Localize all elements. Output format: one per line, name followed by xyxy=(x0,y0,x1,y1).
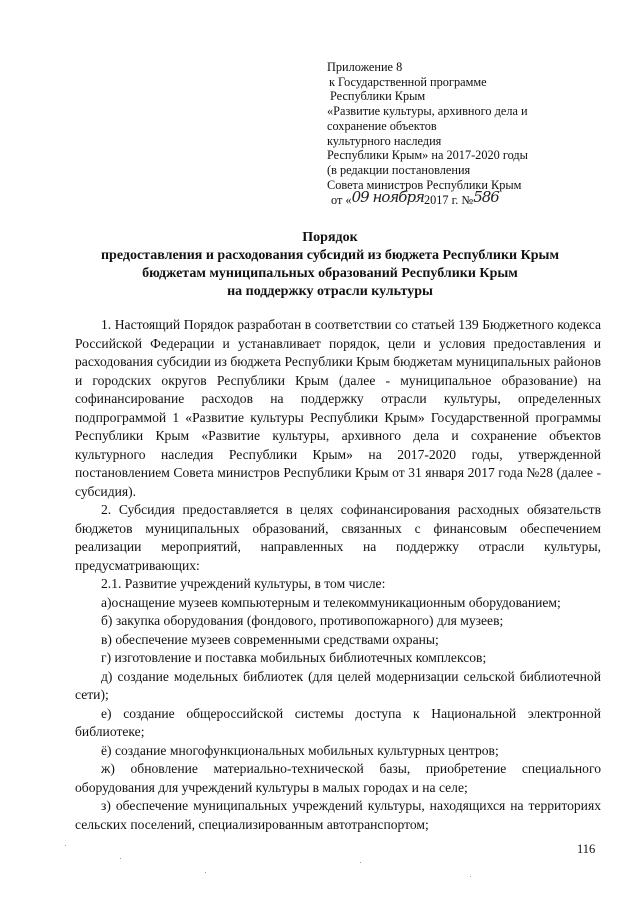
signature-line xyxy=(327,188,617,208)
list-item: б) закупка оборудования (фондового, противопожарного) для музеев; xyxy=(101,613,504,628)
appendix-line: Приложение 8 xyxy=(327,60,403,74)
page-number: 116 xyxy=(577,842,596,856)
appendix-line: Республики Крым xyxy=(330,89,426,104)
list-item: ж) обновление материально-технической базы, приобретение специального оборудования для учреждений культуры в малых городах и на селе; xyxy=(75,761,601,795)
paragraph-1: 1. Настоящий Порядок разработан в соответствии со статьей 139 Бюджетного кодекса Российской Федерации и устанавливает порядок, цели и условия предоставления и расходования субсидии из бюджета Республики Крым бюджетам муниципальных районов и городских округов Республики Крым (далее - муниципальное образование) на софинансирование расходов на поддержку отрасли культуры, определенных подпрограммой 1 «Развитие культуры Республики Крым» Государственной программы Республики Крым «Развитие культуры, архивного дела и сохранение объектов культурного наследия Республики Крым» на 2017-2020 годы, утвержденной постановлением Совета министров Республики Крым от 31 января 2017 года №28 (далее - субсидия). xyxy=(75,317,601,499)
list-item: а)оснащение музеев компьютерным и телекоммуникационным оборудованием; xyxy=(101,594,561,610)
appendix-line: «Развитие культуры, архивного дела и xyxy=(327,104,528,119)
sign-mid: 2017 г. № xyxy=(423,193,474,208)
scan-speck xyxy=(120,858,121,859)
scan-speck xyxy=(470,876,471,877)
appendix-line: к Государственной программе xyxy=(329,74,487,89)
title-heading: Порядок xyxy=(302,230,358,245)
document-body xyxy=(75,316,601,834)
list-item: ё) создание многофункциональных мобильных культурных центров; xyxy=(101,742,499,758)
title-line: на поддержку отрасли культуры xyxy=(227,284,433,299)
appendix-block xyxy=(327,60,617,208)
scan-speck xyxy=(65,845,66,846)
list-item: е) создание общероссийской системы доступа к Национальной электронной библиотеке; xyxy=(75,705,601,739)
appendix-line: (в редакции постановления xyxy=(327,162,471,177)
title-line: предоставления и расходования субсидий из бюджета Республики Крым xyxy=(100,248,560,263)
list-item: в) обеспечение музеев современными средствами охраны; xyxy=(101,631,439,647)
scan-speck xyxy=(360,862,361,863)
list-item: г) изготовление и поставка мобильных библиотечных комплексов; xyxy=(101,650,487,665)
scan-speck xyxy=(205,872,206,873)
list-item: д) создание модельных библиотек (для целей модернизации сельской библиотечной сети); xyxy=(75,668,601,702)
paragraph-2: 2. Субсидия предоставляется в целях софинансирования расходных обязательств бюджетов муниципальных образований, связанных с финансовым обеспечением реализации мероприятий, направленных на поддержку отрасли культуры, предусматривающих: xyxy=(75,502,601,573)
handwritten-date: 09 ноября xyxy=(351,188,424,207)
list-item: з) обеспечение муниципальных учреждений культуры, находящихся на территориях сельских поселений, специализированным автотранспортом; xyxy=(75,798,601,832)
document-title xyxy=(60,229,600,301)
appendix-line: культурного наследия xyxy=(327,133,442,148)
handwritten-number: 586 xyxy=(473,188,499,207)
title-line: бюджетам муниципальных образований Республики Крым xyxy=(142,266,518,281)
appendix-line: Республики Крым» на 2017-2020 годы xyxy=(327,148,528,163)
appendix-line: сохранение объектов xyxy=(327,118,437,133)
paragraph-2-1: 2.1. Развитие учреждений культуры, в том числе: xyxy=(101,576,386,591)
appendix-line: Совета министров Республики Крым xyxy=(327,177,522,192)
sign-prefix: от « xyxy=(331,193,352,208)
